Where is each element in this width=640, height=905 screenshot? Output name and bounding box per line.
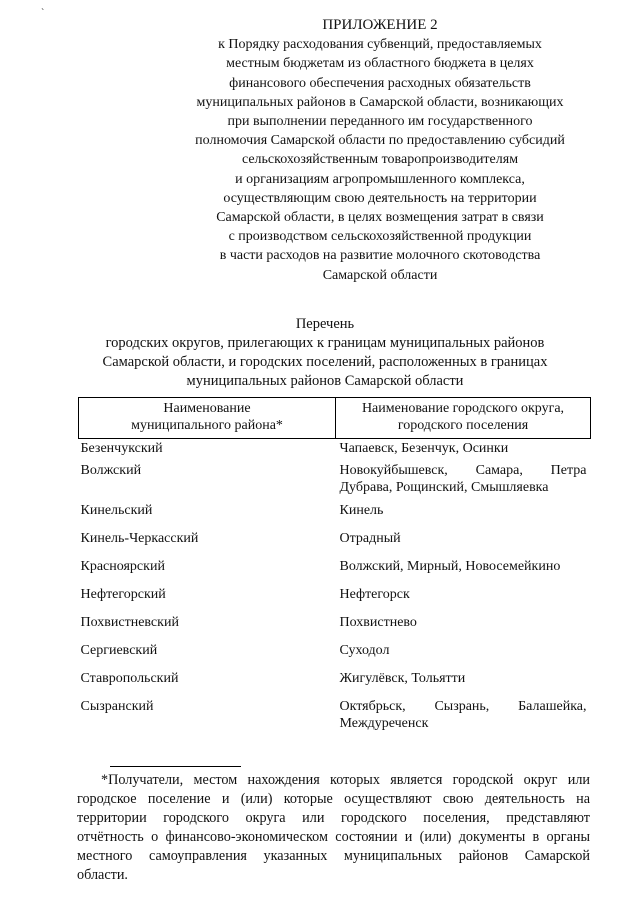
settlement-cell: Похвистнево	[339, 615, 417, 630]
settlement-cell: Чапаевск, Безенчук, Осинки	[339, 441, 509, 456]
table-row	[79, 558, 591, 586]
table-row	[79, 586, 591, 614]
district-cell: Ставропольский	[80, 671, 179, 686]
district-cell: Нефтегорский	[80, 587, 166, 602]
appendix-header	[150, 16, 610, 285]
district-cell: Кинель-Черкасский	[80, 531, 199, 546]
table-header-row	[79, 398, 591, 439]
settlement-line: Новокуйбышевск, Самара, Петра	[339, 463, 587, 478]
appendix-line: Самарской области	[322, 267, 438, 283]
appendix-line: муниципальных районов в Самарской области, возникающих	[196, 94, 564, 110]
settlement-cell: Кинель	[339, 503, 384, 518]
list-heading: Перечень	[295, 316, 355, 332]
appendix-line: финансового обеспечения расходных обязательств	[229, 75, 531, 91]
appendix-heading: ПРИЛОЖЕНИЕ 2	[322, 17, 438, 33]
appendix-line: к Порядку расходования субвенций, предоставляемых	[218, 37, 542, 53]
list-title	[60, 315, 590, 391]
settlement-line: Дубрава, Рощинский, Смышляевка	[339, 480, 549, 495]
appendix-line: и организациям агропромышленного комплекса,	[235, 171, 525, 187]
table-row	[79, 439, 591, 463]
header-line: городского поселения	[397, 418, 529, 433]
appendix-line: в части расходов на развитие молочного скотоводства	[219, 248, 541, 264]
appendix-line: при выполнении переданного им государственного	[227, 114, 533, 130]
table-row	[79, 614, 591, 642]
footnote-line: области.	[77, 867, 128, 883]
footnote-line: отчётность о финансово-экономическом состоянии и (или) документы в органы	[77, 829, 590, 845]
footnote-line: городское поселение и (или) которые осуществляют свою деятельность на	[77, 791, 590, 807]
district-cell: Кинельский	[80, 503, 153, 518]
district-cell: Похвистневский	[80, 615, 179, 630]
settlement-cell: Волжский, Мирный, Новосемейкино	[339, 559, 561, 574]
header-line: Наименование городского округа,	[361, 401, 565, 416]
settlement-line: Междуреченск	[339, 716, 429, 731]
settlement-line: Октябрьск, Сызрань, Балашейка,	[339, 699, 587, 714]
appendix-line: полномочия Самарской области по предоставлению субсидий	[195, 133, 565, 149]
table-row	[79, 642, 591, 670]
district-cell: Сызранский	[80, 699, 154, 714]
settlement-cell: Жигулёвск, Тольятти	[339, 671, 466, 686]
district-cell: Красноярский	[80, 559, 165, 574]
table-row	[79, 462, 591, 502]
settlement-cell: Суходол	[339, 643, 390, 658]
appendix-line: с производством сельскохозяйственной продукции	[228, 229, 532, 245]
appendix-line: Самарской области, в целях возмещения затрат в связи	[216, 210, 544, 226]
corner-mark: `	[41, 8, 45, 19]
list-title-line: муниципальных районов Самарской области	[186, 373, 464, 389]
column-header-settlement	[336, 398, 591, 439]
appendix-line: местным бюджетам из областного бюджета в целях	[226, 56, 534, 72]
list-title-line: городских округов, прилегающих к границам муниципальных районов	[105, 335, 545, 351]
table-row	[79, 530, 591, 558]
settlement-cell: Отрадный	[339, 531, 401, 546]
district-cell: Безенчукский	[80, 441, 163, 456]
appendix-line: сельскохозяйственным товаропроизводителям	[241, 152, 519, 168]
footnote-separator	[110, 766, 241, 767]
footnote-line: территории городского округа или городского поселения, представляют	[77, 810, 590, 826]
table-row	[79, 502, 591, 530]
settlement-cell: Нефтегорск	[339, 587, 410, 602]
district-cell: Сергиевский	[80, 643, 158, 658]
header-line: муниципального района*	[131, 418, 283, 433]
footnote-line: *Получатели, местом нахождения которых является городской округ или	[101, 772, 590, 788]
settlement-cell	[336, 698, 591, 738]
table-row	[79, 698, 591, 738]
districts-table	[78, 397, 591, 738]
header-line: Наименование	[163, 401, 251, 416]
footnote	[77, 771, 590, 885]
column-header-district	[79, 398, 336, 439]
appendix-line: осуществляющим свою деятельность на территории	[223, 190, 537, 206]
district-cell: Волжский	[80, 463, 142, 478]
settlement-cell	[336, 462, 591, 502]
list-title-line: Самарской области, и городских поселений, расположенных в границах	[102, 354, 548, 370]
table-row	[79, 670, 591, 698]
footnote-line: местного самоуправления указанных муниципальных районов Самарской	[77, 848, 590, 864]
